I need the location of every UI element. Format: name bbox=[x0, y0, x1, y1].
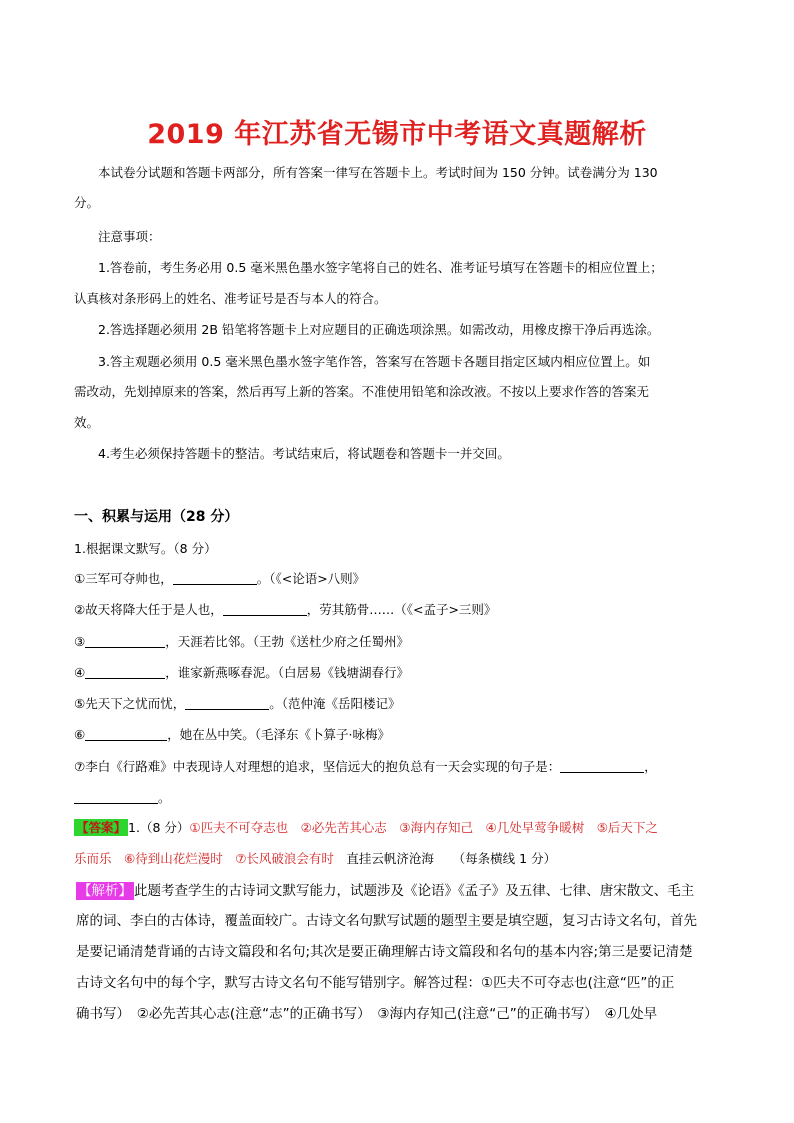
list-item: ⑦李白《行路难》中表现诗人对理想的追求，坚信远大的抱负总有一天会实现的句子是： ， bbox=[74, 759, 657, 774]
notice-2: 2.答选择题必须用 2B 铅笔将答题卡上对应题目的正确选项涂黑。如需改动，用橡皮擦干净后再选涂。 bbox=[98, 322, 660, 337]
list-item: ⑤先天下之忧而忧， 。（范仲淹《岳阳楼记》 bbox=[74, 696, 401, 711]
section-heading: 一、积累与运用（28 分） bbox=[74, 509, 239, 525]
list-item: ④ ，谁家新燕啄春泥。（白居易《钱塘湖春行》 bbox=[74, 665, 409, 680]
notice-1a: 1.答卷前，考生务必用 0.5 毫米黑色墨水签字笔将自己的姓名、准考证号填写在答题卡的相应位置上； bbox=[98, 260, 663, 275]
fill-blank bbox=[74, 791, 158, 804]
analysis-line-3: 是要记诵清楚背诵的古诗文篇段和名句;其次是要正确理解古诗文篇段和名句的基本内容;第三是要记清楚 bbox=[76, 944, 693, 960]
list-item: ②故天将降大任于是人也， ，劳其筋骨……（《<孟子>三则》 bbox=[74, 602, 497, 617]
fill-blank bbox=[85, 728, 167, 741]
list-item: ⑥ ，她在丛中笑。（毛泽东《卜算子·咏梅》 bbox=[74, 727, 390, 742]
answer-tag: 【答案】 bbox=[76, 820, 127, 835]
question-stem: 1.根据课文默写。（8 分） bbox=[74, 541, 217, 556]
analysis-tag: 【解析】 bbox=[78, 883, 132, 899]
list-item: ①三军可夺帅也， 。（《<论语>八则》 bbox=[74, 571, 366, 586]
fill-blank bbox=[85, 635, 165, 648]
analysis-line-2: 席的词、李白的古体诗，覆盖面较广。古诗文名句默写试题的题型主要是填空题，复习古诗文名句，首先 bbox=[76, 913, 697, 929]
list-item: ③ ，天涯若比邻。（王勃《送杜少府之任蜀州》 bbox=[74, 634, 409, 649]
notice-3b: 需改动，先划掉原来的答案，然后再写上新的答案。不准使用铅笔和涂改液。不按以上要求作答的答案无 bbox=[74, 384, 650, 399]
answer-line-1: 【答案】 1.（8 分）①匹夫不可夺志也 ②必先苦其心志 ③海内存知己 ④几处早莺争暖树 ⑤后天下之 bbox=[76, 820, 658, 835]
notice-3a: 3.答主观题必须用 0.5 毫米黑色墨水签字笔作答，答案写在答题卡各题目指定区域内相应位置上。如 bbox=[98, 354, 651, 369]
fill-blank bbox=[173, 572, 257, 585]
analysis-line-1: 【解析】 此题考查学生的古诗词文默写能力，试题涉及《论语》《孟子》及五律、七律、唐宋散文、毛主 bbox=[78, 883, 695, 899]
analysis-line-5: 确书写） ②必先苦其心志(注意“志”的正确书写） ③海内存知己(注意“己”的正确书写） ④几处早 bbox=[76, 1006, 658, 1022]
answer-line-2: 乐而乐 ⑥待到山花烂漫时 ⑦长风破浪会有时 直挂云帆济沧海 （每条横线 1 分） bbox=[74, 851, 557, 866]
notice-4: 4.考生必须保持答题卡的整洁。考试结束后，将试题卷和答题卡一并交回。 bbox=[98, 446, 510, 461]
notice-heading: 注意事项： bbox=[98, 229, 161, 244]
page-title: 2019 年江苏省无锡市中考语文真题解析 bbox=[147, 119, 647, 150]
fill-blank bbox=[223, 603, 307, 616]
list-item: 。 bbox=[74, 790, 171, 806]
analysis-line-4: 古诗文名句中的每个字，默写古诗文名句不能写错别字。解答过程：①匹夫不可夺志也(注意“匹”的正 bbox=[76, 975, 675, 991]
intro-line-2: 分。 bbox=[74, 195, 100, 210]
fill-blank bbox=[560, 760, 644, 773]
notice-3c: 效。 bbox=[74, 415, 100, 430]
fill-blank bbox=[185, 697, 269, 710]
fill-blank bbox=[85, 666, 165, 679]
intro-line-1: 本试卷分试题和答题卡两部分，所有答案一律写在答题卡上。考试时间为 150 分钟。试卷满分为 130 bbox=[98, 165, 658, 180]
notice-1b: 认真核对条形码上的姓名、准考证号是否与本人的符合。 bbox=[74, 291, 387, 306]
